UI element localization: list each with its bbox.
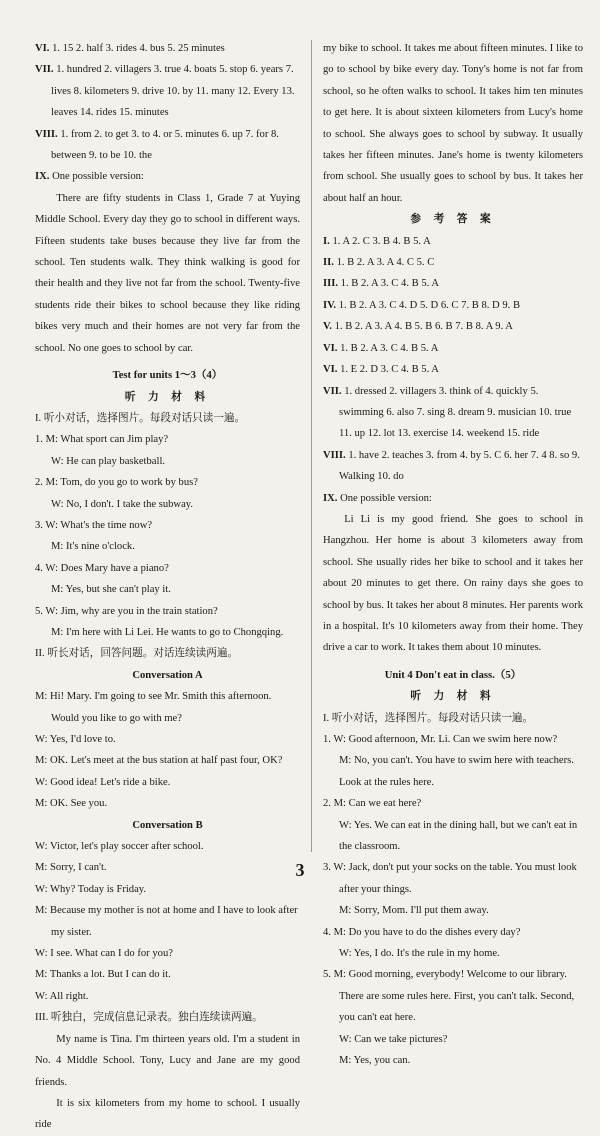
dialogue-question: 1. M: What sport can Jim play? xyxy=(35,434,169,446)
dialogue-question: 4. M: Do you have to do the dishes every day? xyxy=(323,926,521,938)
page-number: 3 xyxy=(295,860,305,880)
conversation-line: W: Victor, let's play soccer after school. xyxy=(35,841,204,853)
dialogue-answer: W: He can play basketball. xyxy=(51,455,166,467)
unit-title: Unit 4 Don't eat in class.（5） xyxy=(384,669,522,681)
conversation-line: M: Thanks a lot. But I can do it. xyxy=(35,969,171,981)
dialogue-answer: M: Sorry, Mom. I'll put them away. xyxy=(339,905,489,917)
answer-line: I. 1. A 2. C 3. B 4. B 5. A xyxy=(323,235,431,247)
monologue-paragraph: My name is Tina. I'm thirteen years old. I'm a student in No. 4 Middle School. Tony, Lucy and Jane are my good friends. xyxy=(35,1033,300,1088)
conversation-line: W: All right. xyxy=(35,990,89,1002)
dialogue-question: 5. W: Jim, why are you in the train station? xyxy=(35,605,218,617)
answer-line: VI. 1. B 2. A 3. C 4. B 5. A xyxy=(323,342,439,354)
conversation-a-title: Conversation A xyxy=(132,669,203,681)
section-instruction: II. 听长对话，回答问题。对话连续读两遍。 xyxy=(35,648,239,660)
right-column xyxy=(323,38,583,1072)
section-instruction: III. 听独白，完成信息记录表。独白连续读两遍。 xyxy=(35,1012,263,1024)
answer-line: IV. 1. B 2. A 3. C 4. D 5. D 6. C 7. B 8. D 9. B xyxy=(323,299,521,311)
dialogue-question: 1. W: Good afternoon, Mr. Li. Can we swim here now? xyxy=(323,734,558,745)
left-column xyxy=(35,38,300,1136)
conversation-line: M: Hi! Mary. I'm going to see Mr. Smith this afternoon. Would you like to go with me? xyxy=(35,691,272,724)
dialogue-question: 2. M: Can we eat here? xyxy=(323,798,422,810)
essay-paragraph: Li Li is my good friend. She goes to school in Hangzhou. Her home is about 3 kilometers away from school. She usually rides her bike to school and it takes her about 20 minutes to get there. On rainy days she goes to school by bus. It takes her about 8 minutes. Her parents work in a hospital. It's 10 kilometers away from their home. They drive a car to work. It takes them about 10 minutes. xyxy=(323,513,583,654)
monologue-continued: my bike to school. It takes me about fifteen minutes. I like to go to school by bike every day. Tony's home is not far from school, so he often walks to school. It takes him ten minutes to get here. It is about sixteen kilometers from Lucy's home to school. She always goes to school by subway. It usually takes her fifteen minutes. Jane's home is twenty kilometers from school. She usually goes to school by bus. It takes her about half an hour. xyxy=(323,43,583,204)
answer-line: VII. 1. dressed 2. villagers 3. think of 4. quickly 5. swimming 6. also 7. sing 8. dream 9. musician 10. true 11. up 12. lot 13. exercise 14. weekend 15. ride xyxy=(323,385,572,440)
dialogue-question: 4. W: Does Mary have a piano? xyxy=(35,562,169,574)
answer-line-ix: IX. One possible version: xyxy=(35,171,144,183)
conversation-line: M: Sorry, I can't. xyxy=(35,862,107,874)
conversation-line: W: Yes, I'd love to. xyxy=(35,734,116,745)
dialogue-answer: M: I'm here with Li Lei. He wants to go to Chongqing. xyxy=(51,626,284,638)
dialogue-answer: M: Yes, you can. xyxy=(339,1055,411,1067)
conversation-line: W: I see. What can I do for you? xyxy=(35,948,173,960)
answers-heading: 参 考 答 案 xyxy=(410,214,496,226)
dialogue-answer: W: Yes. We can eat in the dining hall, but we can't eat in the classroom. xyxy=(339,819,578,853)
section-instruction: I. 听小对话，选择图片。每段对话只读一遍。 xyxy=(35,412,246,424)
dialogue-question: 3. W: What's the time now? xyxy=(35,519,153,531)
answer-line-vi: VI. 1. 15 2. half 3. rides 4. bus 5. 25 minutes xyxy=(35,43,225,54)
dialogue-question: 5. M: Good morning, everybody! Welcome to our library. There are some rules here. First, you can't talk. Second, you can't eat here. xyxy=(323,969,575,1024)
column-divider xyxy=(311,40,312,852)
listening-heading: 听 力 材 料 xyxy=(410,691,496,703)
answer-line-viii: VIII. 1. from 2. to get 3. to 4. or 5. minutes 6. up 7. for 8. between 9. to be 10. the xyxy=(35,128,279,162)
dialogue-answer: W: No, I don't. I take the subway. xyxy=(51,498,194,510)
conversation-line: M: Because my mother is not at home and I have to look after my sister. xyxy=(35,905,298,938)
dialogue-answer: M: It's nine o'clock. xyxy=(51,541,135,553)
dialogue-question: 2. M: Tom, do you go to work by bus? xyxy=(35,477,198,489)
answer-line-vii: VII. 1. hundred 2. villagers 3. true 4. boats 5. stop 6. years 7. lives 8. kilometers 9. drive 10. by 11. many 12. Every 13. leaves 14. rides 15. minutes xyxy=(35,64,295,119)
conversation-b-title: Conversation B xyxy=(132,819,203,831)
conversation-line: M: OK. Let's meet at the bus station at half past four, OK? xyxy=(35,755,283,767)
answer-line: VIII. 1. have 2. teaches 3. from 4. by 5. C 6. her 7. 4 8. so 9. Walking 10. do xyxy=(323,449,580,483)
dialogue-answer: M: No, you can't. You have to swim here with teachers. Look at the rules here. xyxy=(339,755,574,788)
dialogue-answer: W: Yes, I do. It's the rule in my home. xyxy=(339,948,500,960)
conversation-line: M: OK. See you. xyxy=(35,798,108,810)
section-instruction: I. 听小对话，选择图片。每段对话只读一遍。 xyxy=(323,712,534,724)
test-title: Test for units 1～3（4） xyxy=(112,370,223,382)
dialogue-answer: W: Can we take pictures? xyxy=(339,1033,448,1045)
essay-paragraph: There are fifty students in Class 1, Grade 7 at Yuying Middle School. Every day they go to school in different ways. Fifteen students take buses because they live far from the school. Ten students walk. They think walking is good for their health and they live not far from the school. Twenty-five students ride their bikes to school because they like riding bikes very much and their homes are not very far from the school. No one goes to school by car. xyxy=(35,192,300,354)
answer-line: V. 1. B 2. A 3. A 4. B 5. B 6. B 7. B 8. A 9. A xyxy=(323,321,513,333)
listening-heading: 听 力 材 料 xyxy=(124,391,211,403)
answer-line: II. 1. B 2. A 3. A 4. C 5. C xyxy=(323,257,435,269)
dialogue-answer: M: Yes, but she can't play it. xyxy=(51,584,171,596)
dialogue-question: 3. W: Jack, don't put your socks on the table. You must look after your things. xyxy=(323,862,577,895)
monologue-paragraph: It is six kilometers from my home to school. I usually ride xyxy=(35,1097,300,1131)
conversation-line: W: Why? Today is Friday. xyxy=(35,883,147,895)
answer-line: VI. 1. E 2. D 3. C 4. B 5. A xyxy=(323,364,439,376)
answer-line: III. 1. B 2. A 3. C 4. B 5. A xyxy=(323,278,439,290)
answer-line: IX. One possible version: xyxy=(323,492,432,504)
conversation-line: W: Good idea! Let's ride a bike. xyxy=(35,776,171,788)
